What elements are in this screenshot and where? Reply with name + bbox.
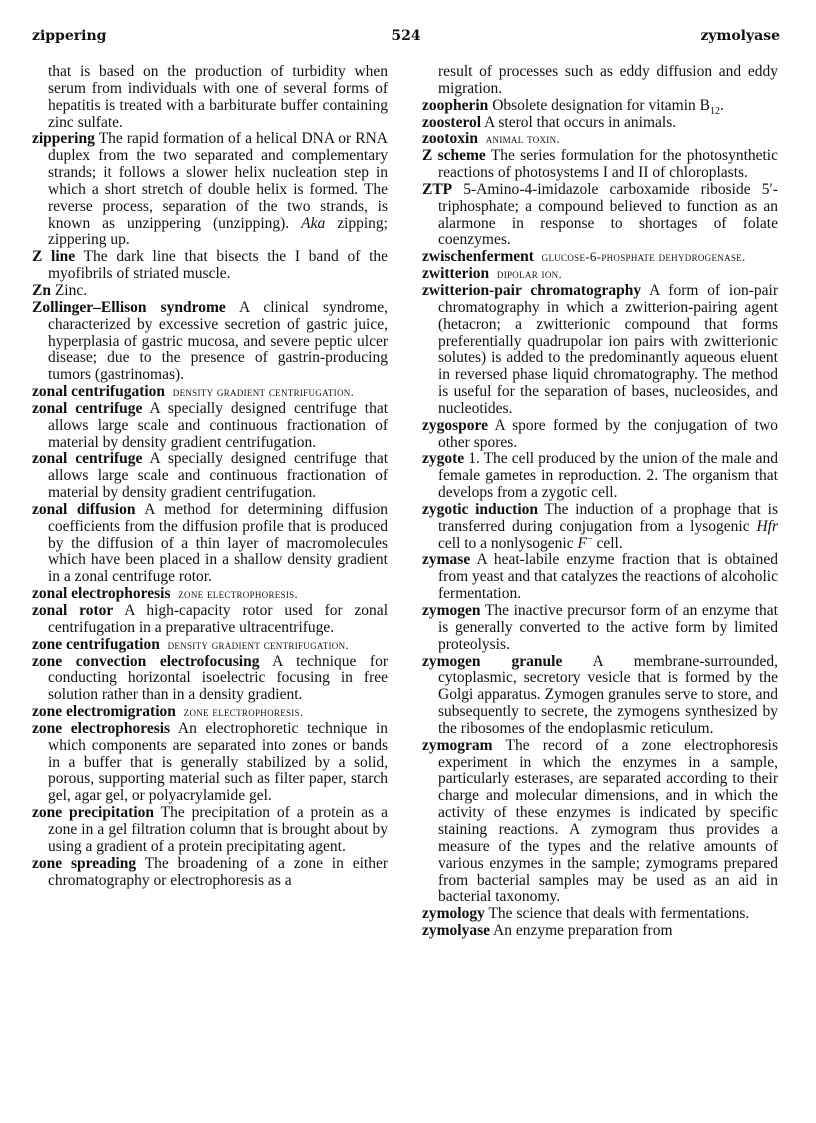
entry-ztp: ZTP 5-Amino-4-imidazole carboxamide riboside 5′-triphosphate; a compound believed to function as an alarmone in response to shortages of folate coenzymes. [422,180,779,249]
headword: zone electrophoresis [32,719,171,737]
headword: zonal centrifuge [32,450,143,468]
entry-zonal-centrifugation [32,384,388,401]
headword: zwitterion [422,265,490,283]
headword: zygotic induction [422,500,539,518]
entry-zn: Zn Zinc. [32,281,88,299]
entry-zonal-electrophoresis [32,586,388,603]
continued-entry: that is based on the production of turbidity when serum from individuals with one of several forms of hepatitis is treated with a barbiturate buffer containing zinc sulfate. [48,63,388,131]
headword: Zn [32,281,51,299]
entry-zymogen-granule: zymogen granule A membrane-surrounded, cytoplasmic, secretory vesicle that is formed by the Golgi apparatus. Zymogen granules serve to store, and subsequently to secrete, the zymogens synthesized by the ribosomes of the endoplasmic reticulum. [422,652,778,737]
right-guide-word: zymolyase [700,28,780,44]
entry-zygote: zygote 1. The cell produced by the union of the male and female gametes in reproduction. 2. The organism that develops from a zygotic cell. [422,450,779,502]
entry-zone-convection-electrofocusing: zone convection electrofocusing A technique for conducting horizontal isoelectric focusing in free solution rather than in a density gradient. [32,652,388,704]
entry-zonal-diffusion: zonal diffusion A method for determining diffusion coefficients from the diffusion profile that is produced by the diffusion of a thin layer of macromolecules which have been placed in a shallow density gradient in a zonal centrifuge rotor. [32,500,388,586]
headword: Zollinger–Ellison syndrome [32,298,226,316]
headword: zoopherin [422,96,489,114]
entry-zone-electrophoresis: zone electrophoresis An electrophoretic technique in which components are separated into zones or bands in a buffer that is generally stabilized by a solid, porous, supporting material such as filter paper, starch gel, agar gel, or polyacrylamide gel. [32,719,388,805]
entry-zonal-centrifuge: zonal centrifuge A specially designed centrifuge that allows large scale and continuous fractionation of material by density gradient centrifugation. [32,450,389,502]
headword: zymology [422,905,485,923]
headword: zonal electrophoresis [32,585,171,603]
entry-z-scheme: Z scheme The series formulation for the photosynthetic reactions of photosystems I and II of chloroplasts. [422,147,778,182]
entry-zymogram: zymogram The record of a zone electrophoresis experiment in which the enzymes in a sample, particularly esterases, are separated according to their charge and molecular dimensions, and in which the activity of these enzymes is indicated by specific staining reactions. A zymogram thus provides a measure of the types and the relative amounts of various enzymes in the sample; zymograms prepared from bacterial samples may be used as an aid in bacterial taxonomy. [422,736,778,906]
headword: zippering [32,130,95,148]
entry-zwitterion [422,266,778,283]
entry-zoosterol: zoosterol A sterol that occurs in animals. [422,113,677,131]
headword: Z scheme [422,147,486,165]
cross-reference: density gradient centrifugation. [167,636,349,652]
headword: zone spreading [32,854,137,872]
headword: zymogen [422,602,481,619]
headword: zwitterion-pair chromatography [422,281,642,299]
headword: zygospore [422,416,489,434]
headword: zoosterol [422,113,482,131]
headword: zonal centrifuge [32,399,143,417]
entry-zymology: zymology The science that deals with fermentations. [422,905,750,923]
entry-zollinger-ellison: Zollinger–Ellison syndrome A clinical syndrome, characterized by excessive secretion of gastric juice, hyperplasia of gastric mucosa, and severe peptic ulcer disease; due to the presence of gastrin-producing tumors (gastrinomas). [32,298,388,384]
entry-zygospore: zygospore A spore formed by the conjugation of two other spores. [422,416,778,451]
entry-zymase: zymase A heat-labile enzyme fraction that is obtained from yeast and that catalyzes the reactions of alcoholic fermentation. [422,551,778,603]
entry-zonal-centrifuge: zonal centrifuge A specially designed centrifuge that allows large scale and continuous fractionation of material by density gradient centrifugation. [32,399,389,451]
entry-zoopherin: zoopherin Obsolete designation for vitamin $B_{12}$. [422,96,724,117]
cross-reference: glucose-6-phosphate dehydrogenase. [541,249,746,265]
headword: zygote [422,450,465,468]
headword: zonal diffusion [32,500,136,518]
headword: ZTP [422,180,453,198]
entry-zygotic-induction: zygotic induction The induction of a prophage that is transferred during conjugation from a lysogenic Hfr cell to a nonlysogenic F− cell. [422,500,779,552]
entry-zone-precipitation: zone precipitation The precipitation of a protein as a zone in a gel filtration column that is brought about by using a gradient of a protein precipitating agent. [32,804,388,855]
entry-zymolyase: zymolyase An enzyme preparation from [422,922,673,940]
right-column [422,64,778,940]
continued-entry: result of processes such as eddy diffusion and eddy migration. [438,63,778,97]
headword: zone precipitation [32,804,154,822]
headword: zwischenferment [422,248,534,266]
entry-z-line: Z line The dark line that bisects the I band of the myofibrils of striated muscle. [32,248,389,283]
entry-zymogen: zymogen The inactive precursor form of an enzyme that is generally converted to the active form by limited proteolysis. [422,602,778,653]
headword: zone centrifugation [32,635,160,653]
entry-zwitterion-pair-chromatography: zwitterion-pair chromatography A form of ion-pair chromatography in which a zwitterion-pairing agent (hetacron; a zwitterionic compound that forms preferentially quadrupolar ion pairs with zwitterionic solutes) is added to the predominantly aqueous eluent in reversed phase liquid chromatography. The method is useful for the separation of bases, nucleosides, and nucleotides. [422,281,778,417]
cross-reference: dipolar ion. [496,266,562,282]
entry-zone-electromigration [32,704,388,721]
entry-zwischenferment [422,249,778,266]
entry-zippering: zippering The rapid formation of a helical DNA or RNA duplex from the two separated and complementary strands; it follows a slower helix nucleation step in which a short stretch of double helix is formed. The reverse process, separation of the two strands, is known as unzippering (unzipping). Aka zipping; zippering up. [32,130,388,249]
cross-reference: density gradient centrifugation. [172,384,355,400]
entry-zootoxin [422,131,778,148]
cross-reference: zone electrophoresis. [183,704,304,720]
page-number: 524 [391,28,421,44]
headword: zymolyase [422,922,491,940]
headword: zymogen granule [422,652,563,670]
headword: zymase [422,551,471,569]
entry-zone-spreading: zone spreading The broadening of a zone in either chromatography or electrophoresis as a [32,854,388,889]
headword: zone electromigration [32,703,176,721]
entry-zonal-rotor: zonal rotor A high-capacity rotor used for zonal centrifugation in a preparative ultracentrifuge. [32,602,388,636]
headword: zymogram [422,736,493,754]
cross-reference: animal toxin. [485,131,560,147]
cross-reference: zone electrophoresis. [178,586,299,602]
headword: zootoxin [422,130,478,148]
headword: Z line [32,248,76,266]
left-guide-word: zippering [32,28,107,44]
page-header [32,28,780,48]
left-column [32,64,388,889]
headword: zone convection electrofocusing [32,652,260,670]
headword: zonal rotor [32,602,114,619]
entry-zone-centrifugation [32,637,388,654]
headword: zonal centrifugation [32,383,166,401]
